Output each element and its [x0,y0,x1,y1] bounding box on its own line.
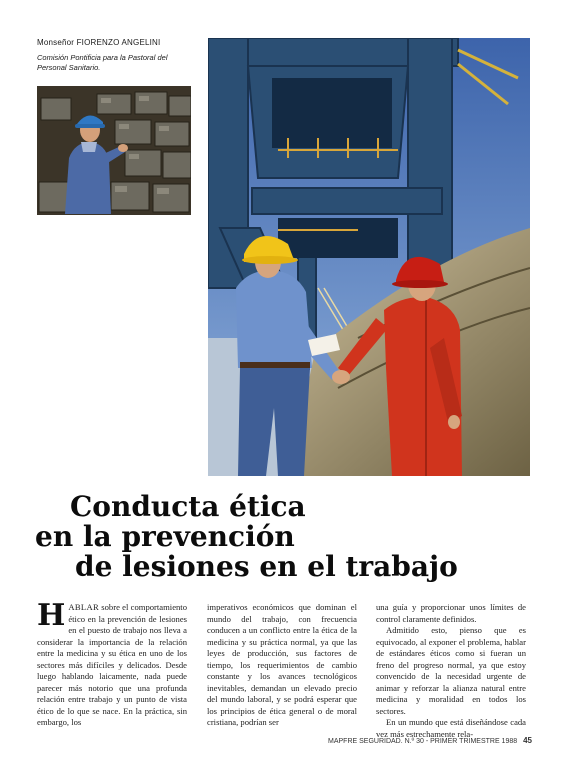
handshake-illustration [208,38,530,476]
body-column-3 [376,602,526,740]
page-number: 45 [523,736,532,745]
author-name: Monseñor FIORENZO ANGELINI [37,38,161,47]
article-title [30,492,530,582]
body-paragraph [37,598,187,729]
title-line-2: en la prevención [35,520,295,553]
drop-cap: H [37,598,66,633]
body-column-2 [207,602,357,729]
lead-word: ABLAR [68,602,99,612]
author-role: Comisión Pontificia para la Pastoral del Personal Sanitario. [37,53,168,72]
title-line-3: de lesiones en el trabajo [75,550,458,583]
paragraph-text: En un mundo que está diseñándose cada vez más estrechamente rela- [376,717,526,739]
body-column-1 [37,598,187,729]
author-block [37,38,197,73]
footer-publication: MAPFRE SEGURIDAD. N.º 30 - PRIMER TRIMESTRE 1988 [328,738,518,745]
paragraph-text: imperativos económicos que dominan el mundo del trabajo, con frecuencia conducen a un conflicto entre la ética de la medicina y su práctica normal, ya que las leyes de producción, sus factores de tiempo, los requerimientos de cambio constante y los avances tecnológicos inevitables, demandan un elevado precio del mundo laboral, y se podrá esperar que los principios de ética general o de moral cristiana, podrían ser [207,602,357,727]
paragraph-text: sobre el comportamiento ético en la prevención de lesiones en el puesto de trabajo nos lleva a considerar la importancia de la relación entre la medicina y su ética en uno de los sectores más difíciles y delicados. Desde luego hablando laicamente, nada puede parecer más notorio que una profunda relación entre trabajo y un punto de vista ético de lo que se nace. En la práctica, sin embargo, los [37,602,187,727]
title-line-1: Conducta ética [70,490,306,523]
worker-engine-illustration [37,86,191,215]
handshake-photo [208,38,530,476]
paragraph-text: una guía y proporcionar unos límites de control claramente definidos. [376,602,526,624]
page-footer [326,736,532,745]
worker-engine-photo [37,86,191,215]
paragraph-text: Admitido esto, pienso que es equivocado, al exponer el problema, hablar de estándares éticos como si fueran un freno del progreso normal, ya que estoy convencido de la necesidad urgente de animar y reforzar la alianza natural entre medicina y moralidad en todos los sectores. [376,625,526,716]
